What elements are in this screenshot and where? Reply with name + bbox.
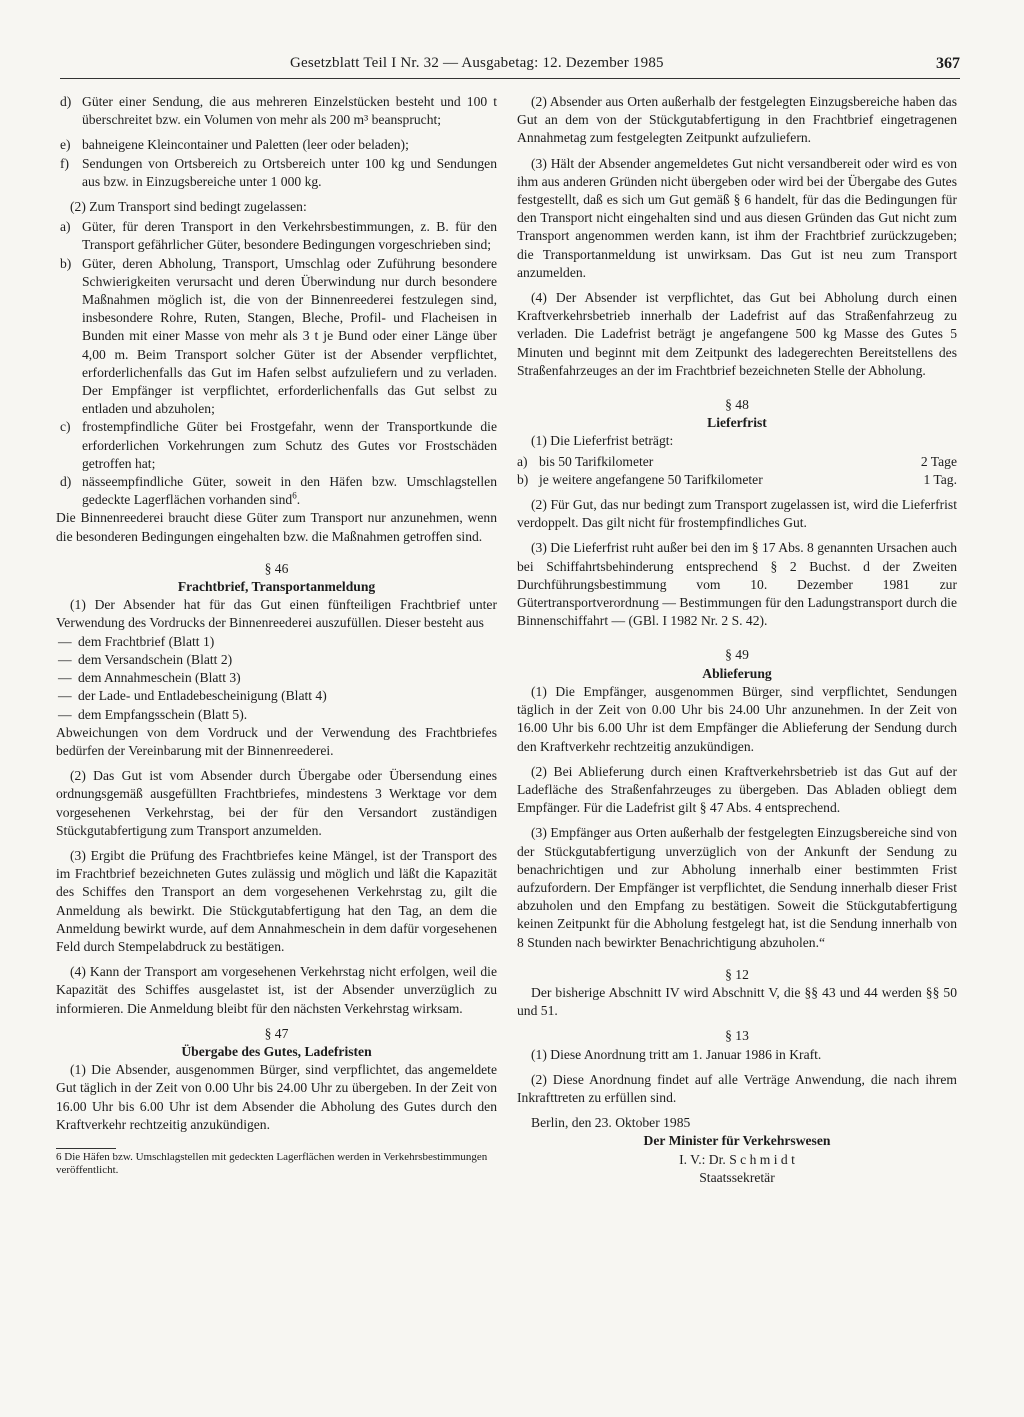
list-item <box>56 669 497 687</box>
item-label: d) <box>60 474 72 490</box>
paragraph: (1) Die Empfänger, ausgenommen Bürger, sind verpflichtet, Sendungen täglich in der Zeit von 0.00 Uhr bis 24.00 Uhr anzunehmen. In der Zeit von 16.00 Uhr bis 6.00 Uhr ist dem Empfänger die Ablieferung der Sendung durch den Kraftverkehr rechtzeitig anzukündigen. <box>517 683 957 754</box>
list-item <box>56 633 497 651</box>
footnote-ref: 6 <box>292 490 297 501</box>
place-date: Berlin, den 23. Oktober 1985 <box>531 1115 691 1131</box>
item-text: dem Versandschein (Blatt 2) <box>78 651 233 667</box>
item-text-body: nässeempfindliche Güter, soweit in den Häfen bzw. Umschlagstellen gedeckte Lagerflächen vorhanden sind <box>82 474 497 508</box>
dash-mark: — <box>58 706 72 722</box>
paragraph: Der bisherige Abschnitt IV wird Abschnitt V, die §§ 43 und 44 werden §§ 50 und 51. <box>517 984 957 1019</box>
section-title: Übergabe des Gutes, Ladefristen <box>181 1043 372 1059</box>
list-item <box>56 473 497 509</box>
item-text: bahneigene Kleincontainer und Paletten (leer oder beladen); <box>82 137 409 153</box>
table-row <box>517 453 957 471</box>
paragraph: (1) Der Absender hat für das Gut einen fünfteiligen Frachtbrief unter Verwendung des Vordrucks der Binnenreederei auszufüllen. Dieser besteht aus <box>56 597 497 631</box>
item-text: Güter einer Sendung, die aus mehreren Einzelstücken besteht und 100 t überschreitet bzw. ein Volumen von mehr als 200 m³ beansprucht; <box>82 94 497 128</box>
page-number: 367 <box>936 55 960 72</box>
paragraph: (2) Zum Transport sind bedingt zugelassen: <box>70 199 307 215</box>
row-left <box>517 471 763 489</box>
paragraph: (3) Die Lieferfrist ruht außer bei den im § 17 Abs. 8 genannten Ursachen auch bei Schiffahrtsbehinderung entsprechend § 2 Buchst. d der Zweiten Durchführungsbestimmung vom 10. Dezember 1981 zur Gütertransportverordnung — Bestimmungen für den Ladungstransport durch die Binnenschiffahrt — (GBl. I 1982 Nr. 2 S. 42). <box>517 540 957 629</box>
footnote-divider <box>56 1148 116 1149</box>
section-number: § 49 <box>725 647 749 663</box>
list-item <box>56 651 497 669</box>
right-column <box>517 93 957 1187</box>
item-label: a) <box>517 453 528 469</box>
item-text: Sendungen von Ortsbereich zu Ortsbereich unter 100 kg und Sendungen aus bzw. in Einzugsbereiche unter 1 000 kg. <box>82 155 497 189</box>
item-text: dem Frachtbrief (Blatt 1) <box>78 633 215 649</box>
list-item <box>56 218 497 254</box>
section-title: Ablieferung <box>702 665 772 681</box>
list-item <box>56 155 497 191</box>
row-text: je weitere angefangene 50 Tarifkilometer <box>539 471 763 487</box>
row-value: 2 Tage <box>920 453 957 469</box>
list-item <box>56 706 497 724</box>
item-text: Güter, für deren Transport in den Verkehrsbestimmungen, z. B. für den Transport gefährlicher Güter, besondere Bedingungen vorgeschrieben sind; <box>82 219 497 253</box>
header-title: Gesetzblatt Teil I Nr. 32 — Ausgabetag: 12. Dezember 1985 <box>290 55 664 71</box>
paragraph: (2) Für Gut, das nur bedingt zum Transport zugelassen ist, wird die Lieferfrist verdoppelt. Das gilt nicht für frostempfindliches Gut. <box>517 497 957 531</box>
item-label: e) <box>60 137 71 153</box>
list-item <box>56 93 497 129</box>
page-header <box>60 55 960 79</box>
row-text: bis 50 Tarifkilometer <box>539 453 654 469</box>
paragraph: (3) Hält der Absender angemeldetes Gut nicht versandbereit oder wird es von ihm aus anderen Gründen nicht übergeben oder wird bei der Übergabe des Gutes festgestellt, daß es sich um Gut gemäß § 6 handelt, für das die Bedingungen für den Transport nicht eingehalten sind und aus diesen Gründen das Gut nicht zum Transport angenommen werden kann, ist ihm der Frachtbrief zurückzugeben; die Transportanmeldung ist unwirksam. Das Gut ist neu zum Transport anzumelden. <box>517 155 957 280</box>
list-item <box>56 418 497 473</box>
item-label: a) <box>60 219 71 235</box>
item-label: b) <box>517 471 529 487</box>
paragraph: (4) Der Absender ist verpflichtet, das Gut bei Abholung durch einen Kraftverkehrsbetrieb innerhalb der Ladefrist auf das Straßenfahrzeug zu verladen. Die Ladefrist beträgt je angefangene 500 kg Masse des Gutes 5 Minuten und beginnt mit dem Zeitpunkt des ladegerechten Bereitstellens des Straßenfahrzeuges an der im Frachtbrief bezeichneten Stelle der Abholung. <box>517 290 957 378</box>
item-text: frostempfindliche Güter bei Frostgefahr, wenn der Transportkunde die erforderlichen Vorkehrungen zum Schutz des Gutes vor Frostschäden getroffen hat; <box>82 419 497 471</box>
section-title: Lieferfrist <box>707 415 767 431</box>
item-label: f) <box>60 155 70 171</box>
dash-mark: — <box>58 670 72 686</box>
signature-name: I. V.: Dr. S c h m i d t <box>679 1151 795 1167</box>
section-number: § 46 <box>264 560 289 576</box>
row-left <box>517 453 653 471</box>
left-column <box>56 93 497 1177</box>
paragraph: (3) Empfänger aus Orten außerhalb der festgelegten Einzugsbereiche sind von der Stückgutabfertigung unverzüglich von der Ankunft der Sendung zu benachrichtigen und zur Abholung innerhalb einer bestimmten Frist aufzufordern. Der Empfänger ist verpflichtet, die Sendung innerhalb dieser Frist abzuholen und den Empfang zu bestätigen. Soweit die Stückgutabfertigung keinen Zeitpunkt für die Abholung festgelegt hat, ist die Sendung innerhalb von 8 Stunden nach bewirkter Benachrichtigung abzuholen.“ <box>517 825 957 950</box>
section-number: § 13 <box>725 1028 749 1044</box>
item-text: dem Empfangsschein (Blatt 5). <box>78 706 248 722</box>
list-item <box>56 687 497 705</box>
section-number: § 12 <box>725 966 749 982</box>
paragraph: (2) Bei Ablieferung durch einen Kraftverkehrsbetrieb ist das Gut auf der Ladefläche des Straßenfahrzeuges zu übergeben. Das Abladen obliegt dem Empfänger. Für die Ladefrist gilt § 47 Abs. 4 entsprechend. <box>517 763 957 816</box>
list-item <box>56 255 497 419</box>
item-text: der Lade- und Entladebescheinigung (Blatt 4) <box>78 688 327 704</box>
dash-mark: — <box>58 688 72 704</box>
item-text-end: . <box>296 492 301 508</box>
item-label: c) <box>60 419 71 435</box>
paragraph: (2) Das Gut ist vom Absender durch Übergabe oder Übersendung eines ordnungsgemäß ausgefüllten Frachtbriefes, mindestens 3 Werktage vor dem vorgesehenen Verkehrstag, bei der für den Versandort zuständigen Stückgutabfertigung zum Transport anzumelden. <box>56 768 497 838</box>
dash-mark: — <box>58 633 72 649</box>
item-label: d) <box>60 94 72 109</box>
dash-mark: — <box>58 651 72 667</box>
paragraph: (3) Ergibt die Prüfung des Frachtbriefes keine Mängel, ist der Transport des im Frachtbrief bezeichneten Gutes zulässig und möglich und läßt die Kapazität des Schiffes den Transport an dem vorgesehenen Verkehrstag zu, gilt die Anmeldung als bewirkt. Die Stückgutabfertigung hat den Tag, an dem die Anmeldung bewirkt wurde, auf dem Annahmeschein in dem dafür vorgesehenen Feld durch Stempelabdruck zu bestätigen. <box>56 847 497 954</box>
item-text: Güter, deren Abholung, Transport, Umschlag oder Zuführung besondere Schwierigkeiten verursacht und deren Überwindung nur durch besondere Maßnahmen möglich ist, die von der Binnenreederei festzulegen sind, insbesondere Rohre, Ruten, Stangen, Bleche, Profil- und Flacheisen in Bunden mit einer Masse von mehr als 3 t je Bund oder einer Länge über 4,00 m. Beim Transport solcher Güter ist der Absender verpflichtet, erforderlichenfalls das Gut im Hafen selbst aufzuliefern und zu verladen. Der Empfänger ist verpflichtet, erforderlichenfalls das Gut selbst zu entladen und abzuholen; <box>82 255 497 417</box>
paragraph: (1) Die Absender, ausgenommen Bürger, sind verpflichtet, das angemeldete Gut täglich in der Zeit von 0.00 Uhr bis 24.00 Uhr zu übergeben. In der Zeit von 16.00 Uhr bis 6.00 Uhr ist dem Absender die Abholung des Gutes durch den Kraftverkehr rechtzeitig anzukündigen. <box>56 1062 497 1132</box>
item-text: dem Annahmeschein (Blatt 3) <box>78 670 241 686</box>
section-title: Frachtbrief, Transportanmeldung <box>177 579 376 595</box>
paragraph: (1) Diese Anordnung tritt am 1. Januar 1986 in Kraft. <box>531 1046 822 1062</box>
paragraph: Abweichungen von dem Vordruck und der Verwendung des Frachtbriefes bedürfen der Vereinbarung mit der Binnenreederei. <box>56 724 497 758</box>
list-item <box>56 136 497 154</box>
paragraph: Die Binnenreederei braucht diese Güter zum Transport nur anzunehmen, wenn die besonderen Bedingungen eingehalten bzw. die Maßnahmen getroffen sind. <box>56 510 497 544</box>
paragraph: (2) Absender aus Orten außerhalb der festgelegten Einzugsbereiche haben das Gut an dem von der Stückgutabfertigung in den Frachtbrief eingetragenen Annahmetag zum festgelegten Zeitpunkt aufzuliefern. <box>517 94 957 146</box>
section-number: § 47 <box>264 1025 289 1041</box>
paragraph: (4) Kann der Transport am vorgesehenen Verkehrstag nicht erfolgen, weil die Kapazität des Schiffes ausgelastet ist, ist der Absender unverzüglich zu informieren. Die Anmeldung bleibt für den nächsten Verkehrstag wirksam. <box>56 964 497 1016</box>
signature-title: Der Minister für Verkehrswesen <box>643 1133 831 1149</box>
signature-role: Staatssekretär <box>699 1169 775 1185</box>
table-row <box>517 471 957 489</box>
row-value: 1 Tag. <box>923 471 957 487</box>
item-label: b) <box>60 255 72 271</box>
paragraph: (2) Diese Anordnung findet auf alle Verträge Anwendung, die nach ihrem Inkrafttreten zu erfüllen sind. <box>517 1071 957 1105</box>
footnote: 6 Die Häfen bzw. Umschlagstellen mit gedeckten Lagerflächen werden in Verkehrsbestimmungen veröffentlicht. <box>56 1150 488 1176</box>
section-number: § 48 <box>725 397 749 413</box>
paragraph: (1) Die Lieferfrist beträgt: <box>531 433 674 449</box>
item-text <box>82 473 497 509</box>
